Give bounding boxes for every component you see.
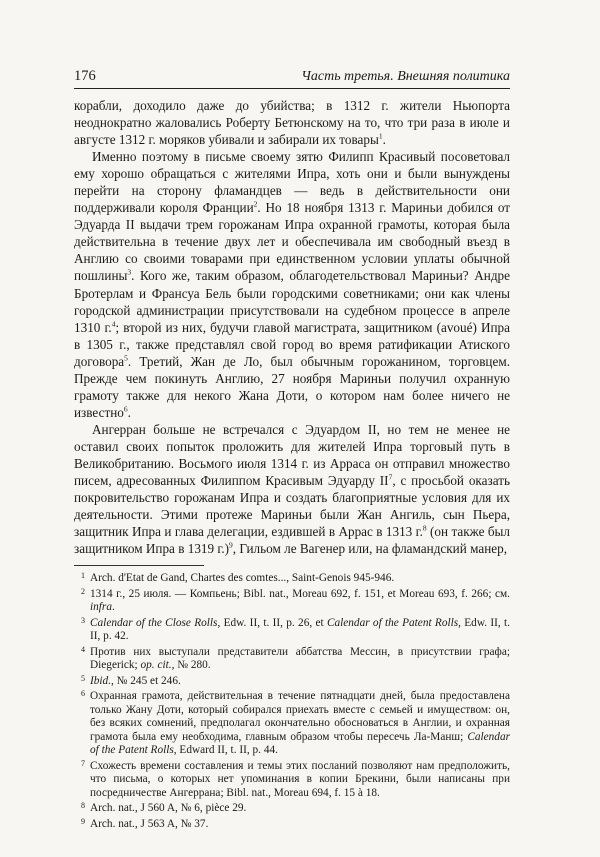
footnote (74, 760, 510, 801)
footnote-ref: 8 (422, 523, 427, 533)
text-run: , Edw. II, t. II, p. 42. (90, 616, 510, 643)
footnote-ref: 2 (253, 199, 258, 209)
paragraph (74, 97, 510, 148)
footnote (74, 818, 510, 832)
footnote-ref: 5 (124, 353, 128, 363)
text-run: . Третий, Жан де Ло, был обычным горожанином, торговцем. Прежде чем покинуть Англию, 27 ноября Мариньи получил охранную грамоту также для некого Жана Доти, о котором нам более ничего не известно (74, 353, 510, 420)
page-number: 176 (74, 68, 96, 84)
text-run: . Кого же, таким образом, облагодетельствовал Мариньи? Андре Бротерлам и Франсуа Бель были городскими советниками; они как члены городской администрации присутствовали на судебном процессе в апреле 1310 г. (74, 268, 510, 335)
page-header (74, 68, 510, 89)
footnote-ref: 3 (127, 268, 132, 278)
footnote (74, 675, 510, 689)
footnote-number: 9 (81, 816, 85, 826)
text-run: ; второй из них, будучи главой магистрата, защитником (avoué) Ипра в 1305 г., также представлял свой город во время ратификации Атиского договора (74, 319, 511, 369)
footnote (74, 802, 510, 816)
text-run: Arch. d'Etat de Gand, Chartes des comtes..., Saint-Genois 945-946. (90, 572, 395, 585)
footnote-number: 3 (81, 615, 85, 625)
italic-text: Calendar of the Patent Rolls (326, 616, 459, 629)
text-run: . (127, 404, 131, 420)
footnote-ref: 1 (378, 131, 383, 141)
paragraph (74, 148, 510, 421)
text-run: , № 245 et 246. (111, 674, 181, 687)
book-page (74, 68, 510, 833)
footnote-text (90, 690, 510, 758)
paragraph (74, 421, 510, 557)
footnote-text (90, 760, 510, 801)
footnote-text (90, 588, 510, 615)
footnote-text (90, 646, 510, 673)
footnote-number: 2 (81, 586, 85, 596)
footnote-ref: 9 (229, 540, 233, 550)
italic-text: Calendar of the Close Rolls (90, 616, 218, 629)
footnote-number: 4 (81, 644, 85, 654)
text-run: Ангерран больше не встречался с Эдуардом II, но тем не менее не оставил своих попыток проложить для жителей Ипра торговый путь в Великобританию. Восьмого июля 1314 г. из Арраса он отправил множество писем, адресованных Филиппом Красивым Эдуарду II (74, 421, 510, 489)
footnote-separator (74, 565, 204, 566)
footnote-number: 7 (81, 758, 85, 768)
footnote-number: 8 (81, 801, 85, 811)
text-run: , с просьбой оказать покровительство горожанам Ипра и создать благоприятные условия для их деятельности. Этими протеже Мариньи были Жан Ангиль, сын Пьера, защитник Ипра и глава делегации, ездившей в Аррас в 1313 г. (74, 473, 510, 540)
footnote-text (90, 617, 510, 644)
footnote-text (90, 572, 510, 586)
footnote (74, 646, 510, 673)
footnote-text (90, 802, 510, 816)
footnote-number: 1 (81, 571, 85, 581)
text-run: , № 280. (171, 659, 211, 672)
text-run: . Но 18 ноября 1313 г. Мариньи добился от Эдуарда II выдачи трем горожанам Ипра охранной грамоты, которая была действительна в течение двух лет и обеспечивала им свободный въезд в Англию со своими товарами при единственном условии уплаты обычной пошлины (74, 200, 510, 284)
italic-text: op. cit. (140, 659, 172, 672)
footnote (74, 617, 510, 644)
text-run: , Edward II, t. II, p. 44. (173, 744, 278, 757)
text-run: Именно поэтому в письме своему зятю Филипп Красивый посоветовал ему хорошо обращаться с жителями Ипра, хоть они и были вынуждены перейти на сторону фламандцев — ведь в действительности они поддерживали короля Франции (74, 149, 510, 216)
footnote-text (90, 675, 510, 689)
text-run: , Edw. II, t. II, p. 26, et (217, 616, 327, 629)
text-run: , Гильом ле Вагенер или, на фламандский манер, (232, 541, 507, 557)
text-run: Arch. nat., J 560 A, № 6, pièce 29. (90, 802, 247, 815)
footnote-number: 5 (81, 673, 85, 683)
footnote-ref: 6 (123, 404, 128, 414)
italic-text: Calendar of the Patent Rolls (90, 730, 510, 757)
footnote-text (90, 818, 510, 832)
footnote (74, 572, 510, 586)
italic-text: infra (90, 601, 112, 614)
main-text (74, 97, 510, 557)
text-run: . (111, 601, 115, 614)
text-run: 1314 г., 25 июля. — Компьень; Bibl. nat., Moreau 692, f. 151, et Moreau 693, f. 266; см. (90, 587, 510, 600)
footnote-ref: 4 (111, 319, 116, 329)
running-title: Часть третья. Внешняя политика (301, 69, 510, 84)
text-run: (он также был защитником Ипра в 1319 г.) (74, 524, 510, 557)
footnote-ref: 7 (388, 472, 393, 482)
footnote (74, 690, 510, 758)
text-run: Arch. nat., J 563 A, № 37. (90, 817, 209, 830)
footnote (74, 588, 510, 615)
text-run: Против них выступали представители аббатства Мессин, в присутствии графа; Diegerick; (90, 645, 510, 672)
text-run: корабли, доходило даже до убийства; в 1312 г. жители Ньюпорта неоднократно жаловались Роберту Бетюнскому на то, что три раза в июле и августе 1312 г. моряков убивали и забирали их товары (74, 98, 510, 148)
text-run: Охранная грамота, действительная в течение пятнадцати дней, была предоставлена только Жану Доти, который собирался приехать вместе с семьей и имуществом: он, без всяких сомнений, предполагал окончательно обосноваться в Англии, и охранная грамота была ему необходима, главным образом чтобы пересечь Ла-Манш; (90, 690, 510, 743)
footnotes (74, 572, 510, 831)
footnote-number: 6 (81, 689, 85, 699)
text-run: . (382, 132, 386, 148)
text-run: Схожесть времени составления и темы этих посланий позволяют нам предположить, что письма, о которых нет упоминания в копии Брекини, были написаны при посредничестве Ангеррана; Bibl. nat., Moreau 694, f. 15 à 18. (90, 759, 510, 799)
italic-text: Ibid. (90, 674, 112, 687)
